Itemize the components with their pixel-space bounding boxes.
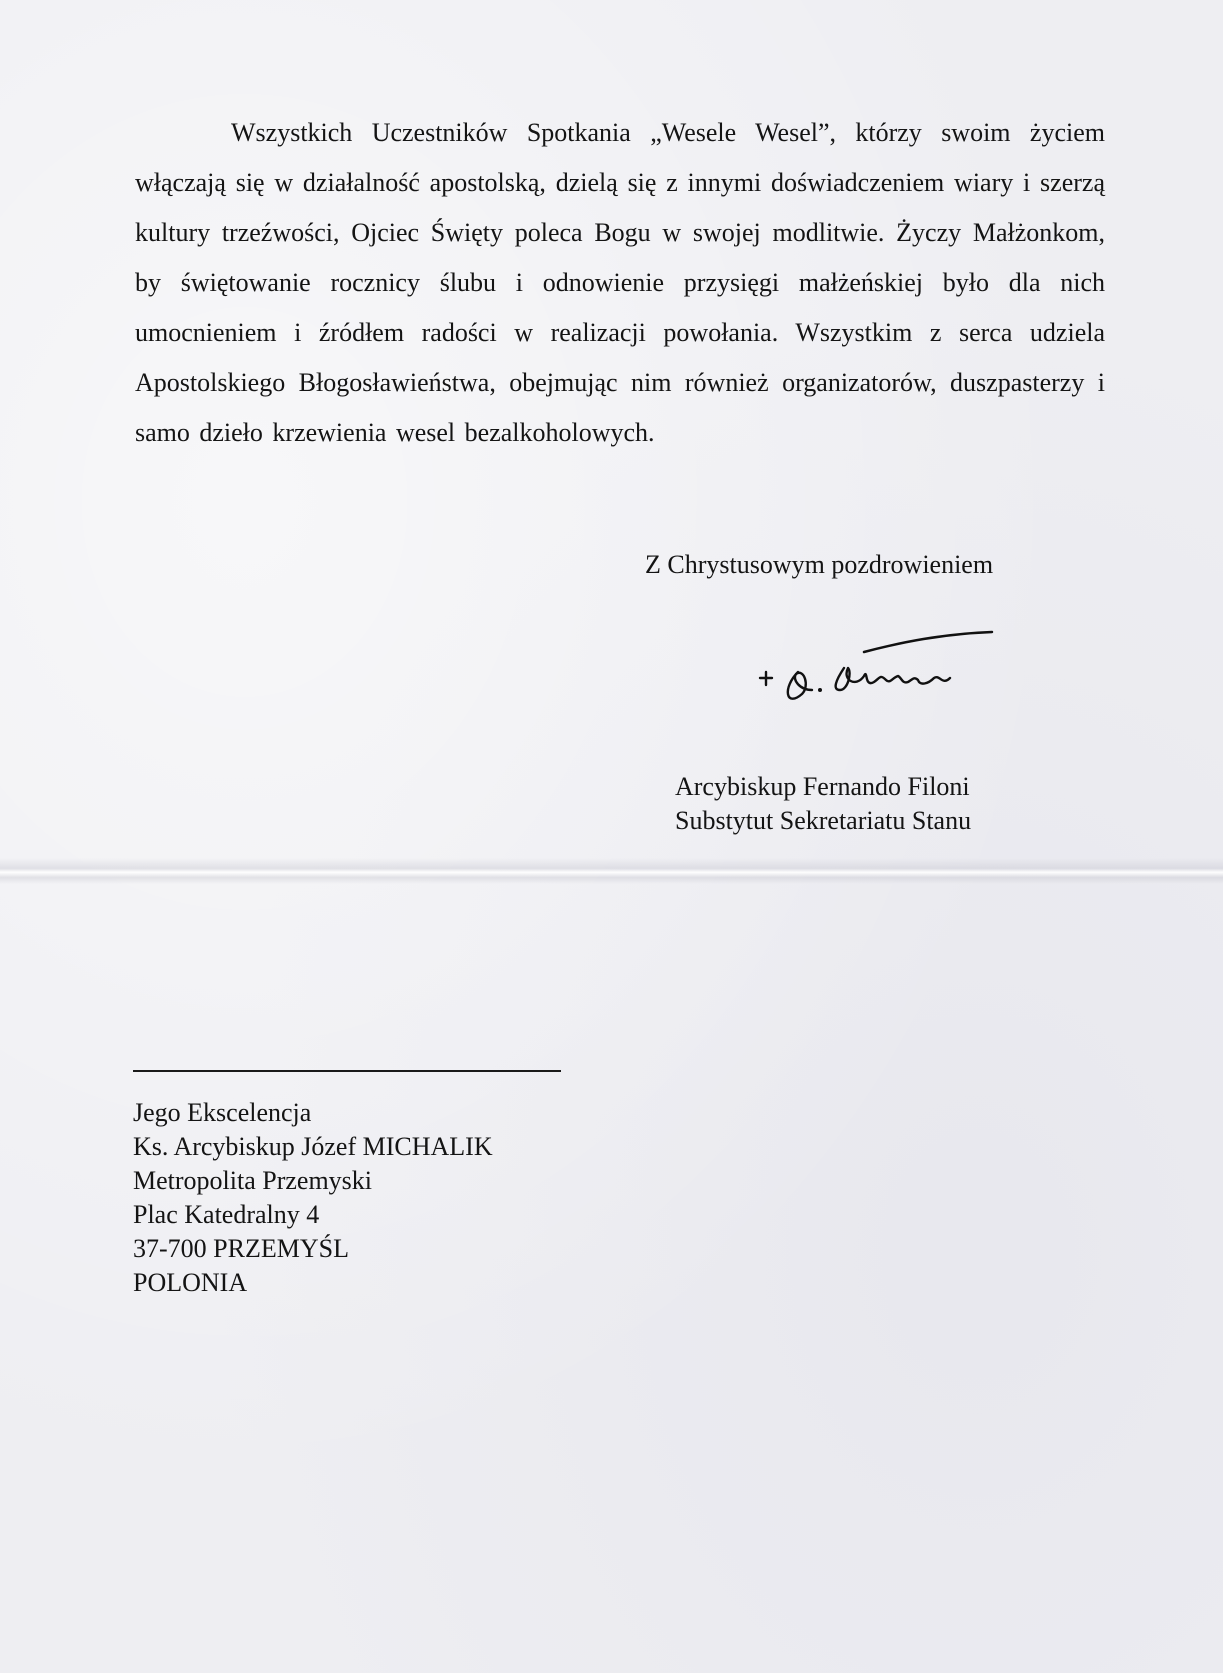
closing-salutation: Z Chrystusowym pozdrowieniem xyxy=(645,550,994,579)
address-line: Plac Katedralny 4 xyxy=(133,1200,320,1229)
signer-block xyxy=(675,770,971,838)
address-divider xyxy=(133,1070,561,1072)
address-line: POLONIA xyxy=(133,1268,248,1297)
signer-title: Substytut Sekretariatu Stanu xyxy=(675,806,972,835)
signer-name: Arcybiskup Fernando Filoni xyxy=(675,772,970,801)
address-line: Ks. Arcybiskup Józef MICHALIK xyxy=(133,1132,493,1161)
handwritten-signature xyxy=(752,628,1012,728)
address-line: Jego Ekscelencja xyxy=(133,1098,312,1127)
recipient-address xyxy=(133,1096,493,1300)
address-line: Metropolita Przemyski xyxy=(133,1166,373,1195)
address-line: 37-700 PRZEMYŚL xyxy=(133,1234,349,1263)
paper-fold xyxy=(0,858,1223,884)
letter-body: Wszystkich Uczestników Spotkania „Wesele Wesel”, którzy swoim życiem włączają się w działalność apostolską, dzielą się z innymi doświadczeniem wiary i szerzą kultury trzeźwości, Ojciec Święty poleca Bogu w swojej modlitwie. Życzy Małżonkom, by świętowanie rocznicy ślubu i odnowienie przysięgi małżeńskiej było dla nich umocnieniem i źródłem radości w realizacji powołania. Wszystkim z serca udziela Apostolskiego Błogosławieństwa, obejmując nim również organizatorów, duszpasterzy i samo dzieło krzewienia wesel bezalkoholowych. xyxy=(135,118,1105,447)
